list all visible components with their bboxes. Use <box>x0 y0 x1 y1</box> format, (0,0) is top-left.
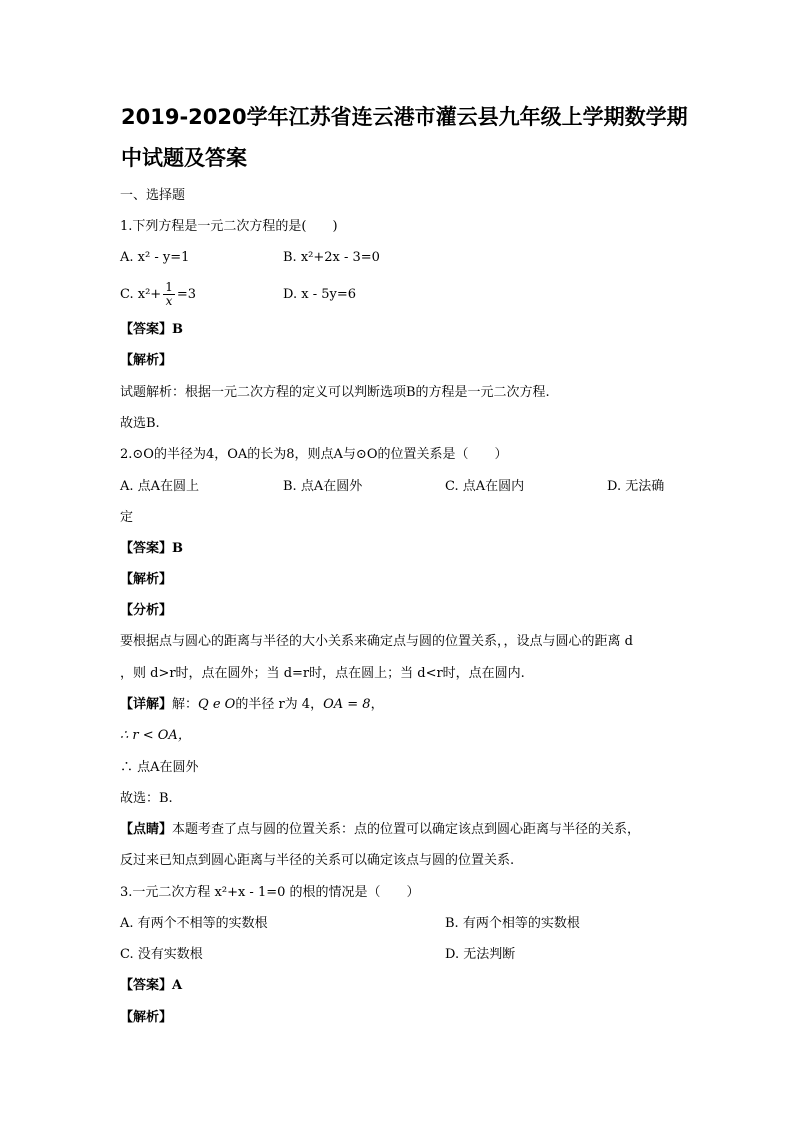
q1-conclusion: 故选B. <box>120 416 160 431</box>
q2-fenxi-line1: 要根据点与圆心的距离与半径的大小关系来确定点与圆的位置关系，，设点与圆心的距离 d <box>120 634 633 649</box>
q1-option-b: B. x²+2x - 3=0 <box>283 250 380 265</box>
q3-answer: 【答案】A <box>120 978 183 993</box>
q1-analysis: 试题解析：根据一元二次方程的定义可以判断选项B的方程是一元二次方程. <box>120 385 550 400</box>
q1-stem: 1.下列方程是一元二次方程的是( ) <box>120 219 338 234</box>
q2-detail-solution-prefix: 解： <box>172 697 199 712</box>
q2-dianjing-line1 <box>120 820 640 840</box>
q2-detail-math-oa: OA = 8 <box>323 697 371 712</box>
q1-option-c <box>120 280 196 310</box>
document-title-line2: 中试题及答案 <box>121 146 247 170</box>
section-heading: 一、选择题 <box>120 188 186 203</box>
q2-detail-radius-text: 的半径 r为 4， <box>235 697 324 712</box>
q1-analysis-label: 【解析】 <box>120 353 173 368</box>
q2-dianjing-label: 【点睛】 <box>120 822 173 837</box>
q2-option-b: B. 点A在圆外 <box>283 479 363 494</box>
q1-option-c-prefix: C. x²+ <box>120 287 162 302</box>
q2-detail-label: 【详解】 <box>120 697 173 712</box>
q2-answer: 【答案】B <box>120 541 183 556</box>
q2-fenxi-label: 【分析】 <box>120 603 173 618</box>
q1-option-a: A. x² - y=1 <box>120 250 190 265</box>
q2-detail-math-circle: Q e O <box>198 697 236 712</box>
q2-dianjing-text1: 本题考查了点与圆的位置关系：点的位置可以确定该点到圆心距离与半径的关系， <box>172 822 641 837</box>
q3-analysis-label: 【解析】 <box>120 1010 173 1025</box>
q2-option-a: A. 点A在圆上 <box>120 479 200 494</box>
q1-fraction-denominator: x <box>165 294 173 308</box>
q2-dianjing-line2: 反过来已知点到圆心距离与半径的关系可以确定该点与圆的位置关系. <box>120 853 515 868</box>
document-title-line1: 2019-2020学年江苏省连云港市灌云县九年级上学期数学期 <box>121 105 688 129</box>
q2-stem: 2.⊙O的半径为4，OA的长为8，则点A与⊙O的位置关系是（ ） <box>120 447 508 462</box>
q2-detail-line3: ∴ 点A在圆外 <box>120 760 199 775</box>
q1-option-c-fraction <box>163 281 175 308</box>
q1-option-d: D. x - 5y=6 <box>283 287 356 302</box>
q1-fraction-numerator: 1 <box>165 280 173 294</box>
q2-option-d-continued: 定 <box>120 510 134 525</box>
q3-option-b: B. 有两个相等的实数根 <box>445 916 580 931</box>
q1-option-c-suffix: =3 <box>176 287 196 302</box>
q3-stem: 3.一元二次方程 x²+x - 1=0 的根的情况是（ ） <box>120 885 420 900</box>
q2-fenxi-line2: ，则 d>r时，点在圆外；当 d=r时，点在圆上；当 d<r时，点在圆内. <box>120 666 525 681</box>
q1-answer: 【答案】B <box>120 322 183 337</box>
q2-detail-line2 <box>120 726 191 746</box>
q2-option-d: D. 无法确 <box>607 479 665 494</box>
q2-option-c: C. 点A在圆内 <box>445 479 525 494</box>
q2-detail-comma: ， <box>370 697 384 712</box>
q2-conclusion: 故选：B. <box>120 791 173 806</box>
q3-option-a: A. 有两个不相等的实数根 <box>120 916 268 931</box>
q2-detail-line1 <box>120 695 384 715</box>
q2-detail-inequality: ∴ r < OA， <box>120 728 191 743</box>
q3-option-c: C. 没有实数根 <box>120 947 203 962</box>
q2-analysis-label: 【解析】 <box>120 572 173 587</box>
q3-option-d: D. 无法判断 <box>445 947 516 962</box>
